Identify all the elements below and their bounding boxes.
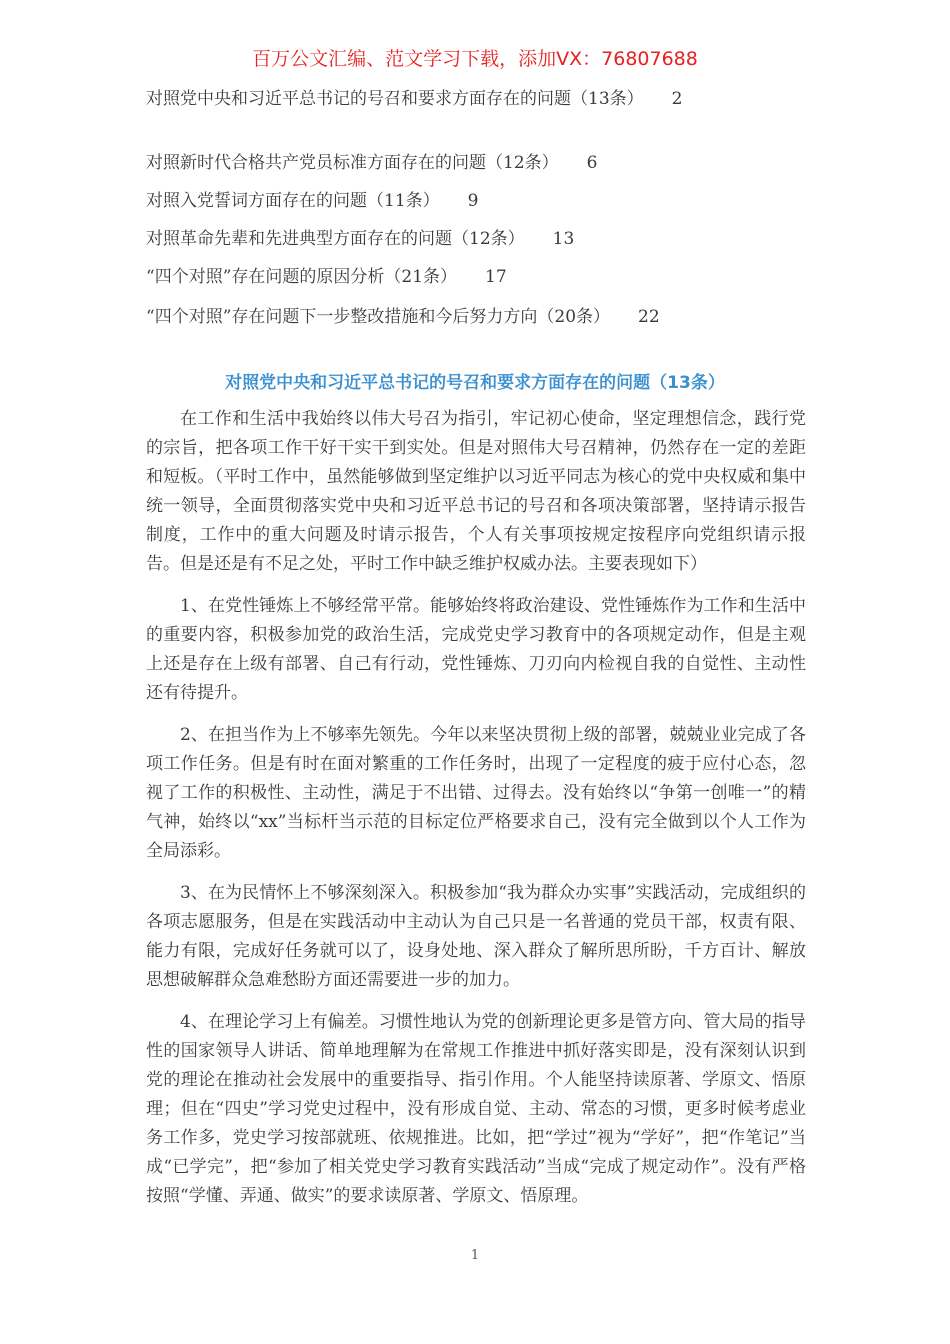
toc-entry[interactable]	[146, 226, 574, 252]
toc-entry-page: 13	[552, 229, 575, 249]
section-heading: 对照党中央和习近平总书记的号召和要求方面存在的问题（13条）	[225, 373, 725, 393]
page-number: 1	[470, 1248, 480, 1263]
toc-entry-title: “四个对照”存在问题的原因分析（21条）	[146, 267, 458, 287]
paragraph-item-2: 2、在担当作为上不够率先领先。今年以来坚决贯彻上级的部署，兢兢业业完成了各项工作任务。但是有时在面对繁重的工作任务时，出现了一定程度的疲于应付心态，忽视了工作的积极性、主动性，满足于不出错、过得去。没有始终以“争第一创唯一”的精气神，始终以“xx”当标杆当示范的目标定位严格要求自己，没有完全做到以个人工作为全局添彩。	[146, 725, 806, 861]
toc-entry[interactable]	[146, 150, 597, 176]
toc-entry[interactable]	[146, 264, 507, 290]
toc-entry-title: 对照入党誓词方面存在的问题（11条）	[146, 191, 440, 211]
toc-entry[interactable]	[146, 86, 682, 112]
toc-entry-page: 22	[638, 307, 660, 327]
toc-entry-title: 对照党中央和习近平总书记的号召和要求方面存在的问题（13条）	[146, 89, 644, 109]
paragraph-intro: 在工作和生活中我始终以伟大号召为指引，牢记初心使命，坚定理想信念，践行党的宗旨，把各项工作干好干实干到实处。但是对照伟大号召精神，仍然存在一定的差距和短板。（平时工作中，虽然能够做到坚定维护以习近平同志为核心的党中央权威和集中统一领导，全面贯彻落实党中央和习近平总书记的号召和各项决策部署，坚持请示报告制度，工作中的重大问题及时请示报告，个人有关事项按规定按程序向党组织请示报告。但是还是有不足之处，平时工作中缺乏维护权威办法。主要表现如下）	[146, 409, 806, 574]
section-body	[146, 405, 806, 1224]
toc-entry-page: 9	[467, 191, 479, 211]
toc-entry-page: 17	[485, 267, 507, 287]
toc-entry-page: 2	[671, 89, 683, 109]
toc-entry[interactable]	[146, 188, 478, 214]
toc-entry[interactable]	[146, 304, 660, 330]
toc-entry-title: “四个对照”存在问题下一步整改措施和今后努力方向（20条）	[146, 307, 611, 327]
toc-entry-title: 对照新时代合格共产党员标准方面存在的问题（12条）	[146, 153, 559, 173]
paragraph-item-4: 4、在理论学习上有偏差。习惯性地认为党的创新理论更多是管方向、管大局的指导性的国家领导人讲话、简单地理解为在常规工作推进中抓好落实即是，没有深刻认识到党的理论在推动社会发展中的重要指导、指引作用。个人能坚持读原著、学原文、悟原理；但在“四史”学习党史过程中，没有形成自觉、主动、常态的习惯，更多时候考虑业务工作多，党史学习按部就班、依规推进。比如，把“学过”视为“学好”，把“作笔记”当成“已学完”，把“参加了相关党史学习教育实践活动”当成“完成了规定动作”。没有严格按照“学懂、弄通、做实”的要求读原著、学原文、悟原理。	[146, 1012, 806, 1206]
toc-entry-page: 6	[586, 153, 598, 173]
watermark-banner: 百万公文汇编、范文学习下载，添加VX：76807688	[252, 48, 698, 70]
toc-entry-title: 对照革命先辈和先进典型方面存在的问题（12条）	[146, 229, 525, 249]
paragraph-item-3: 3、在为民情怀上不够深刻深入。积极参加“我为群众办实事”实践活动，完成组织的各项志愿服务，但是在实践活动中主动认为自己只是一名普通的党员干部，权责有限、能力有限，完成好任务就可以了，设身处地、深入群众了解所思所盼，千方百计、解放思想破解群众急难愁盼方面还需要进一步的加力。	[146, 883, 806, 990]
paragraph-item-1: 1、在党性锤炼上不够经常平常。能够始终将政治建设、党性锤炼作为工作和生活中的重要内容，积极参加党的政治生活，完成党史学习教育中的各项规定动作，但是主观上还是存在上级有部署、自己有行动，党性锤炼、刀刃向内检视自我的自觉性、主动性还有待提升。	[146, 596, 806, 703]
